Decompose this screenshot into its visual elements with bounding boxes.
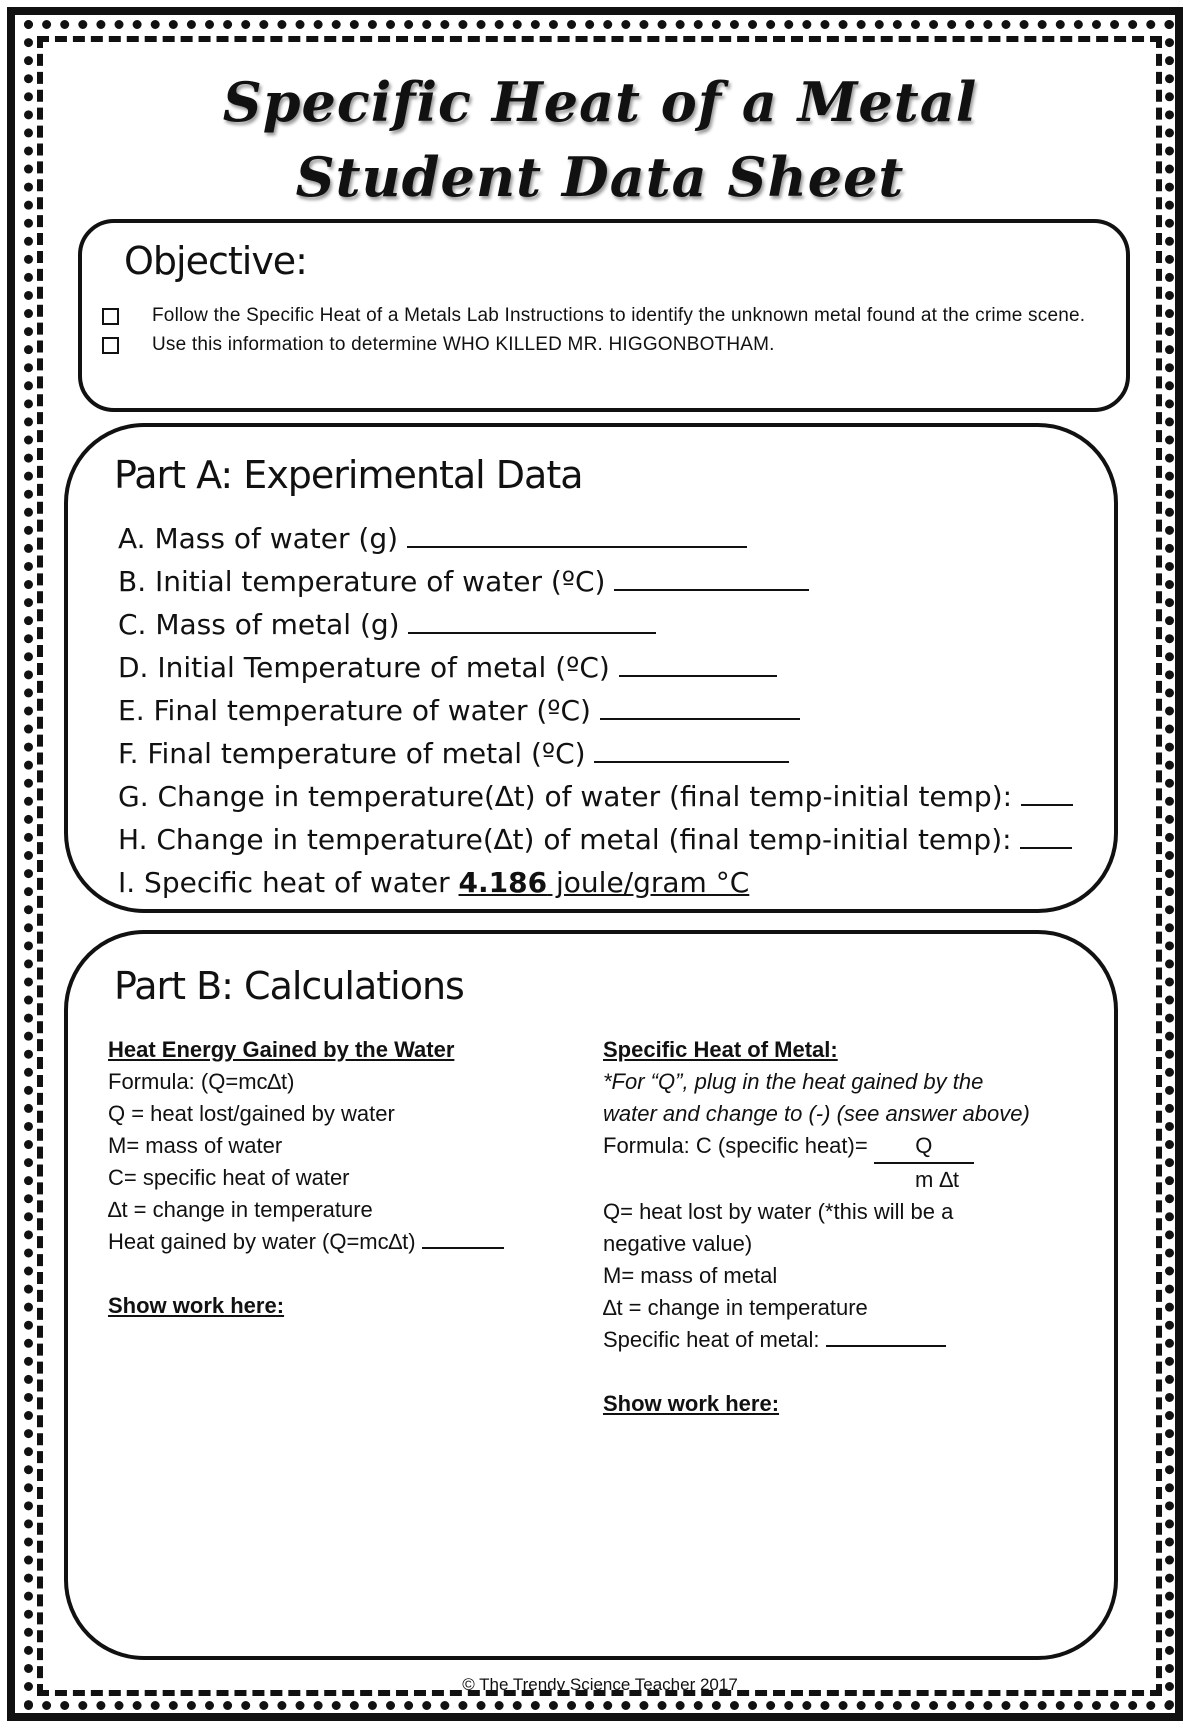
formula-denominator: m ∆t: [915, 1167, 960, 1192]
page-title-line2: Student Data Sheet: [295, 145, 905, 209]
calc-line: C= specific heat of water: [108, 1165, 350, 1190]
final-temp-metal-blank[interactable]: [594, 737, 789, 763]
heat-gained-label: Heat gained by water (Q=mc∆t): [108, 1229, 416, 1254]
checkbox-icon[interactable]: [102, 337, 119, 354]
data-label: F. Final temperature of metal (ºC): [118, 737, 586, 770]
checkbox-icon[interactable]: [102, 308, 119, 325]
part-a-heading: Part A: Experimental Data: [114, 453, 583, 497]
data-label: I. Specific heat of water: [118, 866, 450, 899]
data-line-a: [118, 517, 1118, 560]
mass-water-blank[interactable]: [407, 522, 747, 548]
delta-t-water-blank[interactable]: [1021, 780, 1073, 806]
data-line-e: [118, 689, 1118, 732]
specific-heat-metal-label: Specific heat of metal:: [603, 1327, 820, 1352]
calc-line: [603, 1324, 1093, 1356]
initial-temp-water-blank[interactable]: [614, 565, 809, 591]
part-a-box: [64, 423, 1118, 913]
objective-item-text: Use this information to determine WHO KILLED MR. HIGGONBOTHAM.: [152, 334, 775, 355]
spacer: [603, 1356, 1093, 1388]
specific-heat-metal-column: [603, 1034, 1093, 1420]
mass-metal-blank[interactable]: [408, 608, 656, 634]
data-line-g: [118, 775, 1118, 818]
note-line: water and change to (-) (see answer above): [603, 1101, 1030, 1126]
water-specific-heat-unit: joule/gram °C: [547, 866, 750, 899]
note-line: *For “Q”, plug in the heat gained by the: [603, 1069, 984, 1094]
data-line-f: [118, 732, 1118, 775]
calc-line: M= mass of water: [108, 1133, 283, 1158]
objective-heading: Objective:: [124, 239, 307, 283]
objective-item: [102, 301, 1102, 330]
data-label: D. Initial Temperature of metal (ºC): [118, 651, 610, 684]
calc-line: negative value): [603, 1231, 753, 1256]
data-line-c: [118, 603, 1118, 646]
specific-heat-metal-blank[interactable]: [826, 1325, 946, 1347]
show-work-label-left: Show work here:: [108, 1293, 285, 1318]
heat-gained-water-title: Heat Energy Gained by the Water: [108, 1037, 455, 1062]
copyright-footer: © The Trendy Science Teacher 2017: [462, 1675, 738, 1694]
data-label: E. Final temperature of water (ºC): [118, 694, 591, 727]
formula-line: [603, 1130, 1093, 1164]
water-specific-heat: [459, 866, 750, 899]
objective-item-text: Follow the Specific Heat of a Metals Lab Instructions to identify the unknown metal found at the crime scene.: [152, 305, 1086, 326]
objective-list: [102, 301, 1102, 359]
calc-line: ∆t = change in temperature: [108, 1197, 373, 1222]
delta-t-metal-blank[interactable]: [1020, 823, 1072, 849]
data-label: G. Change in temperature(∆t) of water (final temp-initial temp):: [118, 780, 1013, 813]
experimental-data-list: [118, 517, 1118, 904]
calc-line: M= mass of metal: [603, 1263, 778, 1288]
calc-line: [108, 1226, 568, 1258]
show-work-label-right: Show work here:: [603, 1391, 780, 1416]
objective-item: [102, 330, 1102, 359]
heat-gained-water-column: [108, 1034, 568, 1322]
data-line-d: [118, 646, 1118, 689]
initial-temp-metal-blank[interactable]: [619, 651, 777, 677]
formula-numerator: Q: [874, 1130, 974, 1164]
calc-line: ∆t = change in temperature: [603, 1295, 868, 1320]
calc-line: Formula: (Q=mc∆t): [108, 1069, 295, 1094]
formula-label: Formula: C (specific heat)=: [603, 1133, 868, 1158]
data-label: A. Mass of water (g): [118, 522, 399, 555]
part-b-box: [64, 930, 1118, 1660]
spacer: [108, 1258, 568, 1290]
data-line-i: [118, 861, 1118, 904]
data-line-b: [118, 560, 1118, 603]
data-label: H. Change in temperature(∆t) of metal (final temp-initial temp):: [118, 823, 1012, 856]
page-title-line1: Specific Heat of a Metal: [222, 70, 978, 134]
objective-box: [78, 219, 1130, 412]
part-b-heading: Part B: Calculations: [114, 964, 464, 1008]
calc-line: Q= heat lost by water (*this will be a: [603, 1199, 954, 1224]
final-temp-water-blank[interactable]: [600, 694, 800, 720]
water-specific-heat-value: 4.186: [458, 866, 548, 899]
data-label: B. Initial temperature of water (ºC): [118, 565, 606, 598]
heat-gained-blank[interactable]: [422, 1227, 504, 1249]
data-label: C. Mass of metal (g): [118, 608, 400, 641]
data-line-h: [118, 818, 1118, 861]
specific-heat-metal-title: Specific Heat of Metal:: [603, 1037, 838, 1062]
calc-line: Q = heat lost/gained by water: [108, 1101, 395, 1126]
